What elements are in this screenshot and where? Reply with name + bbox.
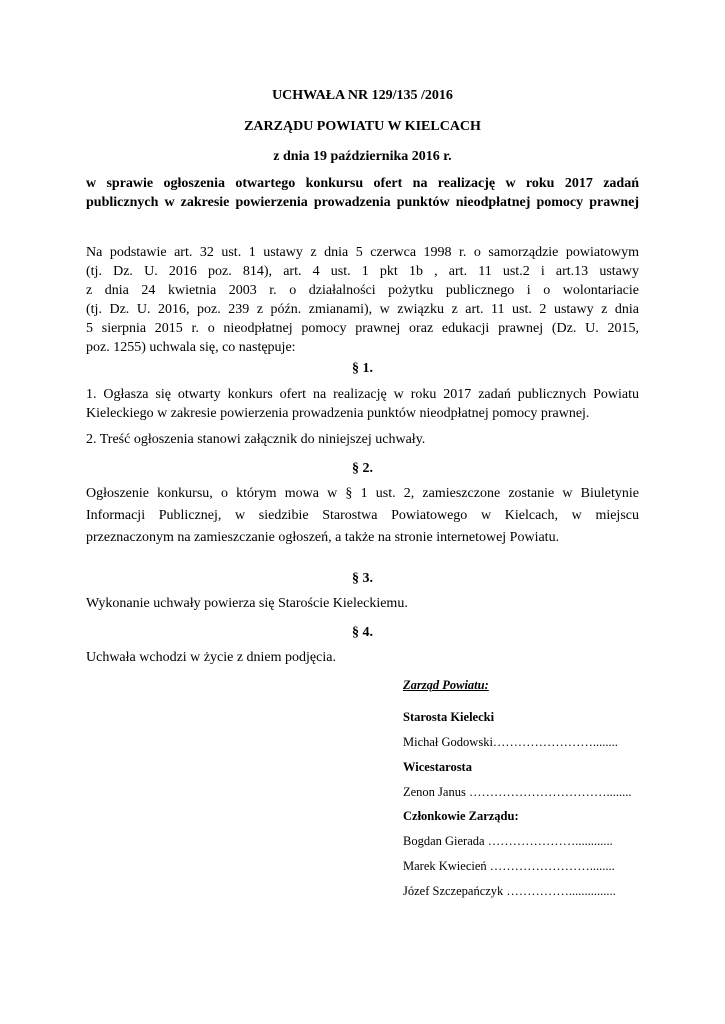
resolution-date: z dnia 19 października 2016 r. bbox=[273, 149, 452, 164]
legal-basis-line: poz. 1255) uchwala się, co następuje: bbox=[86, 340, 296, 355]
section-2-heading: § 2. bbox=[352, 461, 373, 476]
starosta-signature-line: Michał Godowski……………………........ bbox=[403, 735, 618, 749]
resolution-number: UCHWAŁA NR 129/135 /2016 bbox=[272, 88, 453, 103]
legal-basis-paragraph bbox=[86, 243, 639, 357]
section-3-heading: § 3. bbox=[352, 571, 373, 586]
board-members-label: Członkowie Zarządu: bbox=[403, 809, 519, 823]
legal-basis-line: (tj. Dz. U. 2016, poz. 239 z późn. zmianami), w związku z art. 11 ust. 2 ustawy z dnia bbox=[86, 302, 639, 317]
subject-line: publicznych w zakresie powierzenia prowadzenia punktów nieodpłatnej pomocy prawnej bbox=[86, 195, 639, 210]
board-member-signature-line: Józef Szczepańczyk ……………............... bbox=[403, 884, 616, 898]
wicestarosta-label: Wicestarosta bbox=[403, 760, 472, 774]
resolution-subject bbox=[86, 174, 639, 212]
legal-basis-line: 5 sierpnia 2015 r. o nieodpłatnej pomocy prawnej oraz edukacji prawnej (Dz. U. 2015, bbox=[86, 321, 639, 336]
section-2-line: Ogłoszenie konkursu, o którym mowa w § 1 ust. 2, zamieszczone zostanie w Biuletynie bbox=[86, 486, 639, 501]
section-4-text: Uchwała wchodzi w życie z dniem podjęcia. bbox=[86, 650, 336, 665]
section-1-heading: § 1. bbox=[352, 361, 373, 376]
legal-basis-line: z dnia 24 kwietnia 2003 r. o działalności pożytku publicznego i o wolontariacie bbox=[86, 283, 639, 298]
section-1-point-2: 2. Treść ogłoszenia stanowi załącznik do niniejszej uchwały. bbox=[86, 432, 426, 447]
section-3-text: Wykonanie uchwały powierza się Staroście Kieleckiemu. bbox=[86, 596, 408, 611]
board-member-signature-line: Marek Kwiecień ……………………........ bbox=[403, 859, 615, 873]
section-1-point-1 bbox=[86, 385, 639, 423]
board-title: Zarząd Powiatu: bbox=[403, 678, 489, 692]
issuing-authority: ZARZĄDU POWIATU W KIELCACH bbox=[244, 119, 481, 134]
subject-line: w sprawie ogłoszenia otwartego konkursu ofert na realizację w roku 2017 zadań bbox=[86, 176, 639, 191]
board-member-signature-line: Bogdan Gierada …………………............ bbox=[403, 834, 613, 848]
starosta-label: Starosta Kielecki bbox=[403, 710, 495, 724]
section-4-heading: § 4. bbox=[352, 625, 373, 640]
legal-basis-line: Na podstawie art. 32 ust. 1 ustawy z dnia 5 czerwca 1998 r. o samorządzie powiatowym bbox=[86, 245, 639, 260]
section-2-line: przeznaczonym na zamieszczanie ogłoszeń, a także na stronie internetowej Powiatu. bbox=[86, 530, 560, 545]
wicestarosta-signature-line: Zenon Janus ……………………………........ bbox=[403, 785, 632, 799]
section-1-point-1-line: Kieleckiego w zakresie powierzenia prowadzenia punktów nieodpłatnej pomocy prawnej. bbox=[86, 406, 590, 421]
section-2-line: Informacji Publicznej, w siedzibie Starostwa Powiatowego w Kielcach, w miejscu bbox=[86, 508, 639, 523]
section-1-point-1-line: 1. Ogłasza się otwarty konkurs ofert na realizację w roku 2017 zadań publicznych Powiatu bbox=[86, 387, 639, 402]
legal-basis-line: (tj. Dz. U. 2016 poz. 814), art. 4 ust. 1 pkt 1b , art. 11 ust.2 i art.13 ustawy bbox=[86, 264, 639, 279]
section-2-paragraph bbox=[86, 484, 639, 547]
